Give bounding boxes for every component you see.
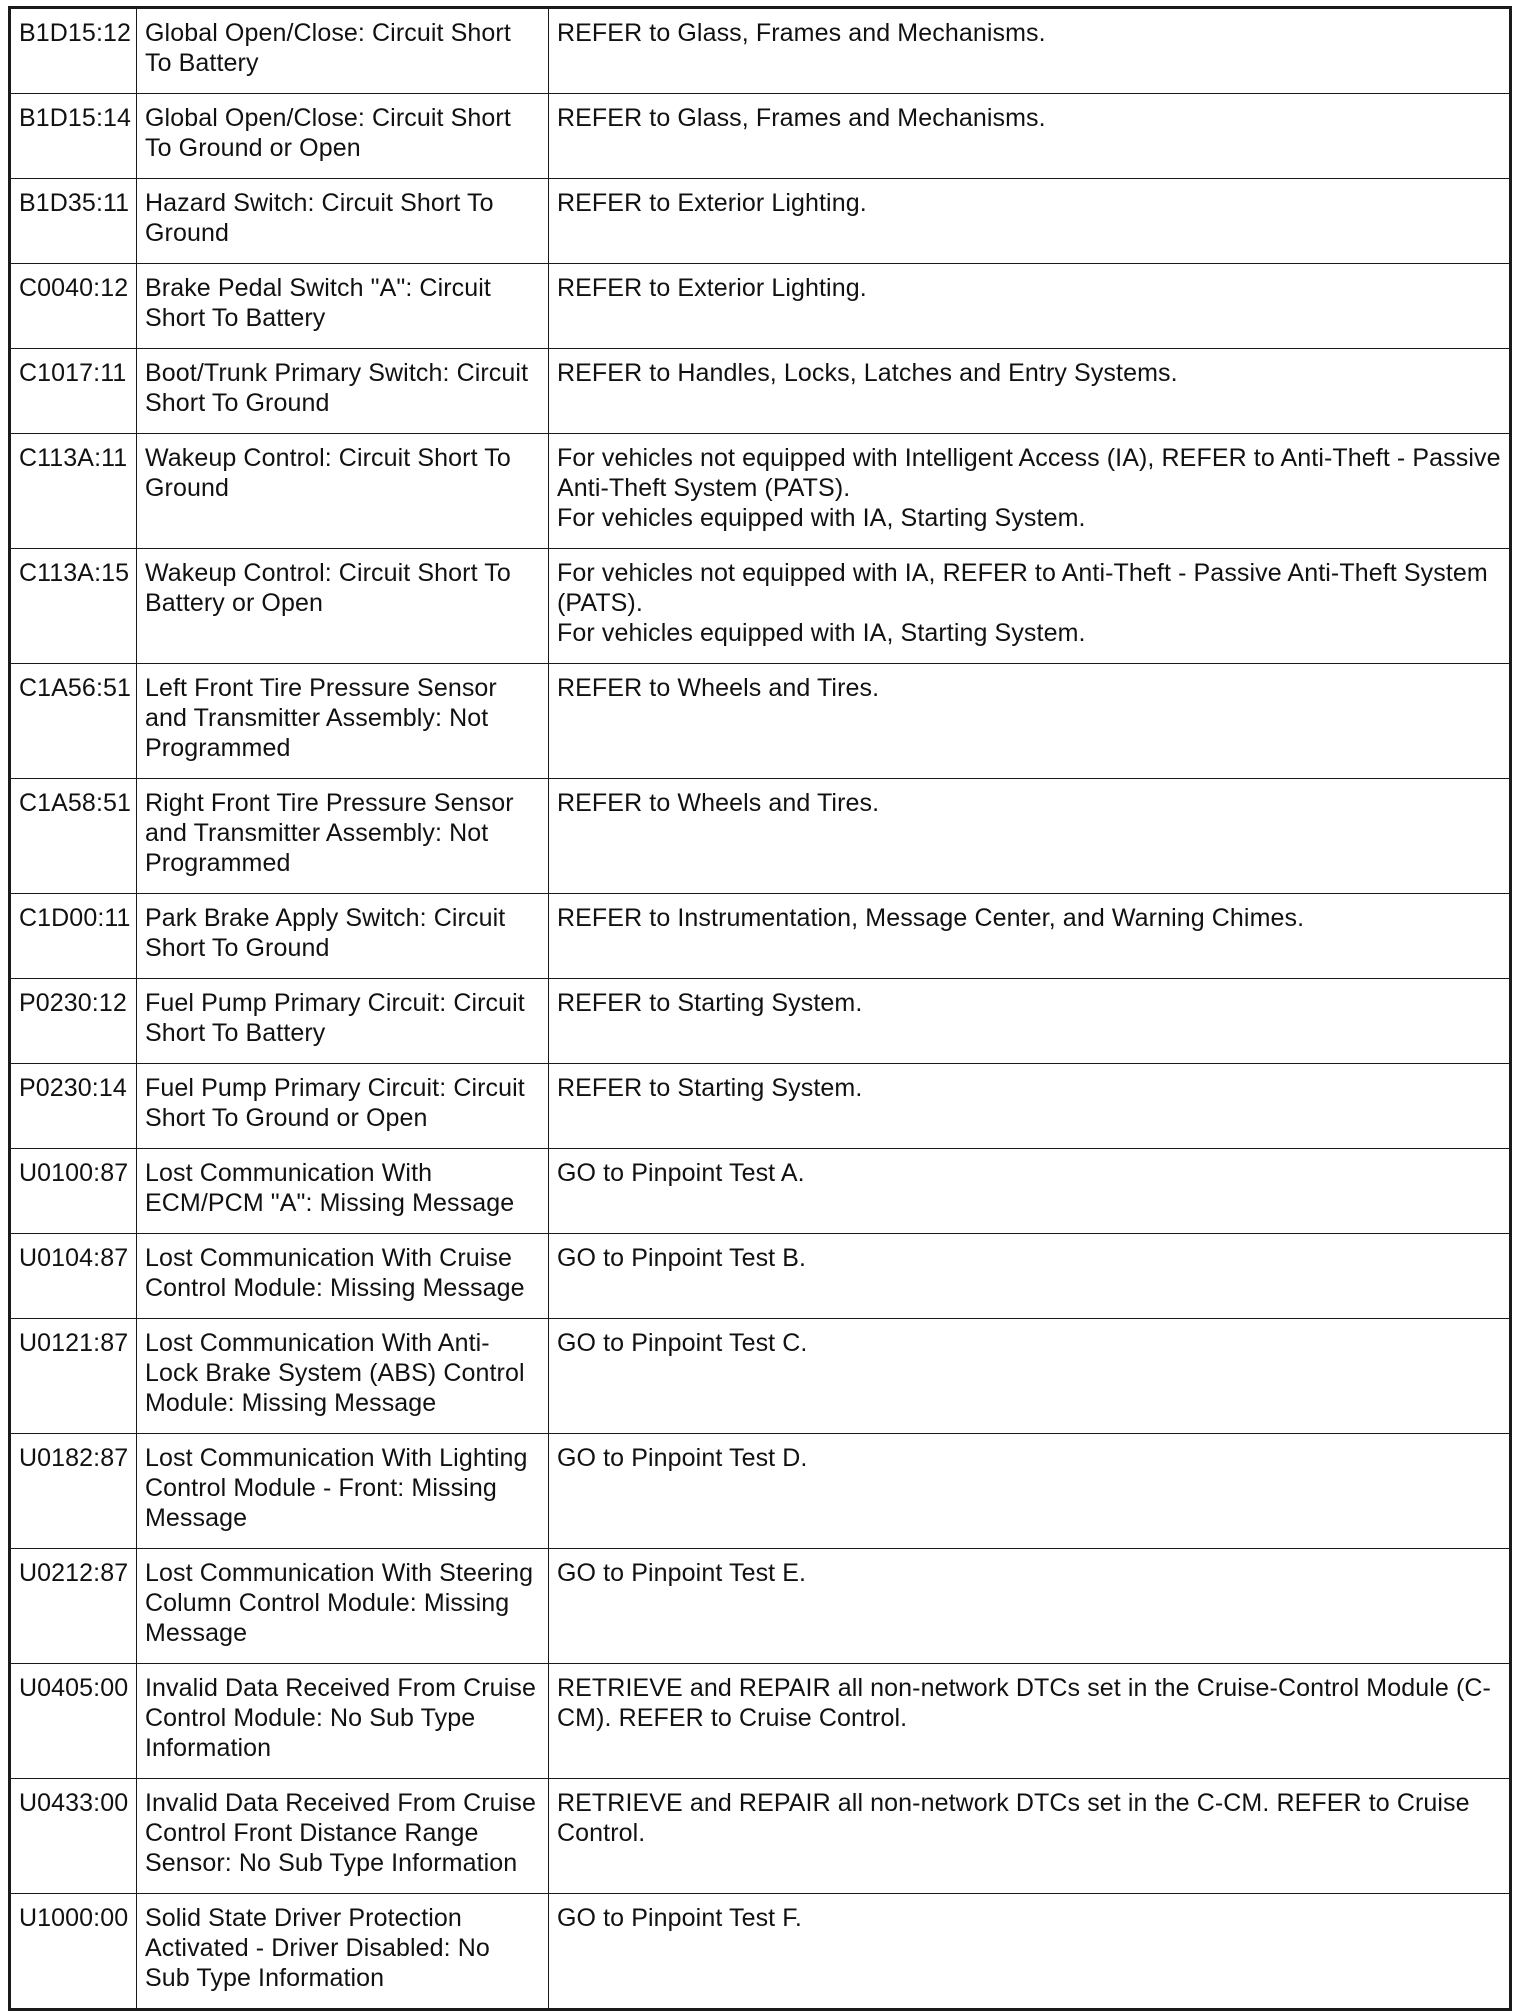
dtc-code: U0212:87	[10, 1549, 137, 1664]
action-line: GO to Pinpoint Test E.	[557, 1559, 807, 1587]
dtc-description: Lost Communication With Lighting Control Module - Front: Missing Message	[137, 1434, 549, 1549]
action-line: REFER to Glass, Frames and Mechanisms.	[557, 104, 1046, 132]
dtc-action	[549, 94, 1511, 179]
action-line: REFER to Wheels and Tires.	[557, 789, 880, 817]
dtc-description: Solid State Driver Protection Activated - Driver Disabled: No Sub Type Information	[137, 1894, 549, 2010]
dtc-description: Left Front Tire Pressure Sensor and Transmitter Assembly: Not Programmed	[137, 664, 549, 779]
dtc-action	[549, 1234, 1511, 1319]
dtc-action	[549, 1894, 1511, 2010]
action-line: REFER to Instrumentation, Message Center, and Warning Chimes.	[557, 904, 1305, 932]
action-line: REFER to Starting System.	[557, 1074, 863, 1102]
action-line: GO to Pinpoint Test F.	[557, 1904, 802, 1932]
dtc-action	[549, 894, 1511, 979]
action-line: REFER to Exterior Lighting.	[557, 189, 867, 217]
table-row	[10, 1234, 1511, 1319]
dtc-code: U1000:00	[10, 1894, 137, 2010]
dtc-code: C113A:11	[10, 434, 137, 549]
dtc-action	[549, 979, 1511, 1064]
action-line: REFER to Handles, Locks, Latches and Entry Systems.	[557, 359, 1178, 387]
table-row	[10, 1319, 1511, 1434]
dtc-description: Fuel Pump Primary Circuit: Circuit Short To Battery	[137, 979, 549, 1064]
dtc-description: Wakeup Control: Circuit Short To Battery or Open	[137, 549, 549, 664]
dtc-code: B1D15:12	[10, 8, 137, 94]
action-line: GO to Pinpoint Test C.	[557, 1329, 808, 1357]
table-row	[10, 1434, 1511, 1549]
action-line: RETRIEVE and REPAIR all non-network DTCs set in the Cruise-Control Module (C-CM). REFER to Cruise Control.	[557, 1674, 1491, 1732]
dtc-code: C113A:15	[10, 549, 137, 664]
dtc-description: Global Open/Close: Circuit Short To Battery	[137, 8, 549, 94]
dtc-code: U0104:87	[10, 1234, 137, 1319]
table-row	[10, 1664, 1511, 1779]
dtc-code: B1D15:14	[10, 94, 137, 179]
table-row	[10, 349, 1511, 434]
dtc-code: P0230:12	[10, 979, 137, 1064]
dtc-action	[549, 264, 1511, 349]
dtc-code: U0182:87	[10, 1434, 137, 1549]
action-line: For vehicles not equipped with IA, REFER to Anti-Theft - Passive Anti-Theft System (PATS).	[557, 559, 1488, 617]
dtc-description: Boot/Trunk Primary Switch: Circuit Short To Ground	[137, 349, 549, 434]
dtc-description: Invalid Data Received From Cruise Control Module: No Sub Type Information	[137, 1664, 549, 1779]
dtc-code: U0433:00	[10, 1779, 137, 1894]
action-line: For vehicles equipped with IA, Starting System.	[557, 504, 1086, 532]
dtc-description: Right Front Tire Pressure Sensor and Transmitter Assembly: Not Programmed	[137, 779, 549, 894]
table-row	[10, 894, 1511, 979]
dtc-description: Fuel Pump Primary Circuit: Circuit Short To Ground or Open	[137, 1064, 549, 1149]
action-line: GO to Pinpoint Test D.	[557, 1444, 808, 1472]
table-row	[10, 664, 1511, 779]
dtc-action	[549, 1434, 1511, 1549]
action-line: For vehicles equipped with IA, Starting System.	[557, 619, 1086, 647]
dtc-code: U0100:87	[10, 1149, 137, 1234]
dtc-description: Lost Communication With Anti-Lock Brake System (ABS) Control Module: Missing Message	[137, 1319, 549, 1434]
dtc-action	[549, 434, 1511, 549]
dtc-description: Lost Communication With ECM/PCM "A": Missing Message	[137, 1149, 549, 1234]
dtc-action	[549, 1779, 1511, 1894]
dtc-action	[549, 779, 1511, 894]
table-row	[10, 779, 1511, 894]
table-row	[10, 1779, 1511, 1894]
dtc-code: C1D00:11	[10, 894, 137, 979]
dtc-description: Hazard Switch: Circuit Short To Ground	[137, 179, 549, 264]
dtc-action	[549, 179, 1511, 264]
action-line: REFER to Exterior Lighting.	[557, 274, 867, 302]
dtc-description: Wakeup Control: Circuit Short To Ground	[137, 434, 549, 549]
table-row	[10, 1894, 1511, 2010]
table-row	[10, 264, 1511, 349]
dtc-action	[549, 549, 1511, 664]
dtc-table-body	[10, 8, 1511, 2010]
action-line: REFER to Wheels and Tires.	[557, 674, 880, 702]
action-line: RETRIEVE and REPAIR all non-network DTCs set in the C-CM. REFER to Cruise Control.	[557, 1789, 1470, 1847]
dtc-code: C1017:11	[10, 349, 137, 434]
action-line: For vehicles not equipped with Intelligent Access (IA), REFER to Anti-Theft - Passive Anti-Theft System (PATS).	[557, 444, 1501, 502]
dtc-action	[549, 1664, 1511, 1779]
table-row	[10, 1064, 1511, 1149]
table-row	[10, 179, 1511, 264]
dtc-code: U0405:00	[10, 1664, 137, 1779]
dtc-code: U0121:87	[10, 1319, 137, 1434]
dtc-code: C1A58:51	[10, 779, 137, 894]
table-row	[10, 94, 1511, 179]
table-row	[10, 434, 1511, 549]
dtc-description: Park Brake Apply Switch: Circuit Short To Ground	[137, 894, 549, 979]
dtc-action	[549, 664, 1511, 779]
dtc-action	[549, 1064, 1511, 1149]
dtc-code: C0040:12	[10, 264, 137, 349]
dtc-action	[549, 1149, 1511, 1234]
dtc-description: Invalid Data Received From Cruise Control Front Distance Range Sensor: No Sub Type Information	[137, 1779, 549, 1894]
action-line: REFER to Glass, Frames and Mechanisms.	[557, 19, 1046, 47]
dtc-code: C1A56:51	[10, 664, 137, 779]
dtc-table	[8, 6, 1512, 2011]
dtc-action	[549, 349, 1511, 434]
dtc-description: Lost Communication With Cruise Control Module: Missing Message	[137, 1234, 549, 1319]
table-row	[10, 1149, 1511, 1234]
dtc-action	[549, 8, 1511, 94]
table-row	[10, 1549, 1511, 1664]
dtc-action	[549, 1319, 1511, 1434]
dtc-action	[549, 1549, 1511, 1664]
action-line: GO to Pinpoint Test A.	[557, 1159, 805, 1187]
dtc-code: P0230:14	[10, 1064, 137, 1149]
action-line: REFER to Starting System.	[557, 989, 863, 1017]
dtc-description: Global Open/Close: Circuit Short To Ground or Open	[137, 94, 549, 179]
dtc-code: B1D35:11	[10, 179, 137, 264]
dtc-description: Brake Pedal Switch "A": Circuit Short To Battery	[137, 264, 549, 349]
dtc-description: Lost Communication With Steering Column Control Module: Missing Message	[137, 1549, 549, 1664]
table-row	[10, 979, 1511, 1064]
table-row	[10, 8, 1511, 94]
action-line: GO to Pinpoint Test B.	[557, 1244, 807, 1272]
table-row	[10, 549, 1511, 664]
